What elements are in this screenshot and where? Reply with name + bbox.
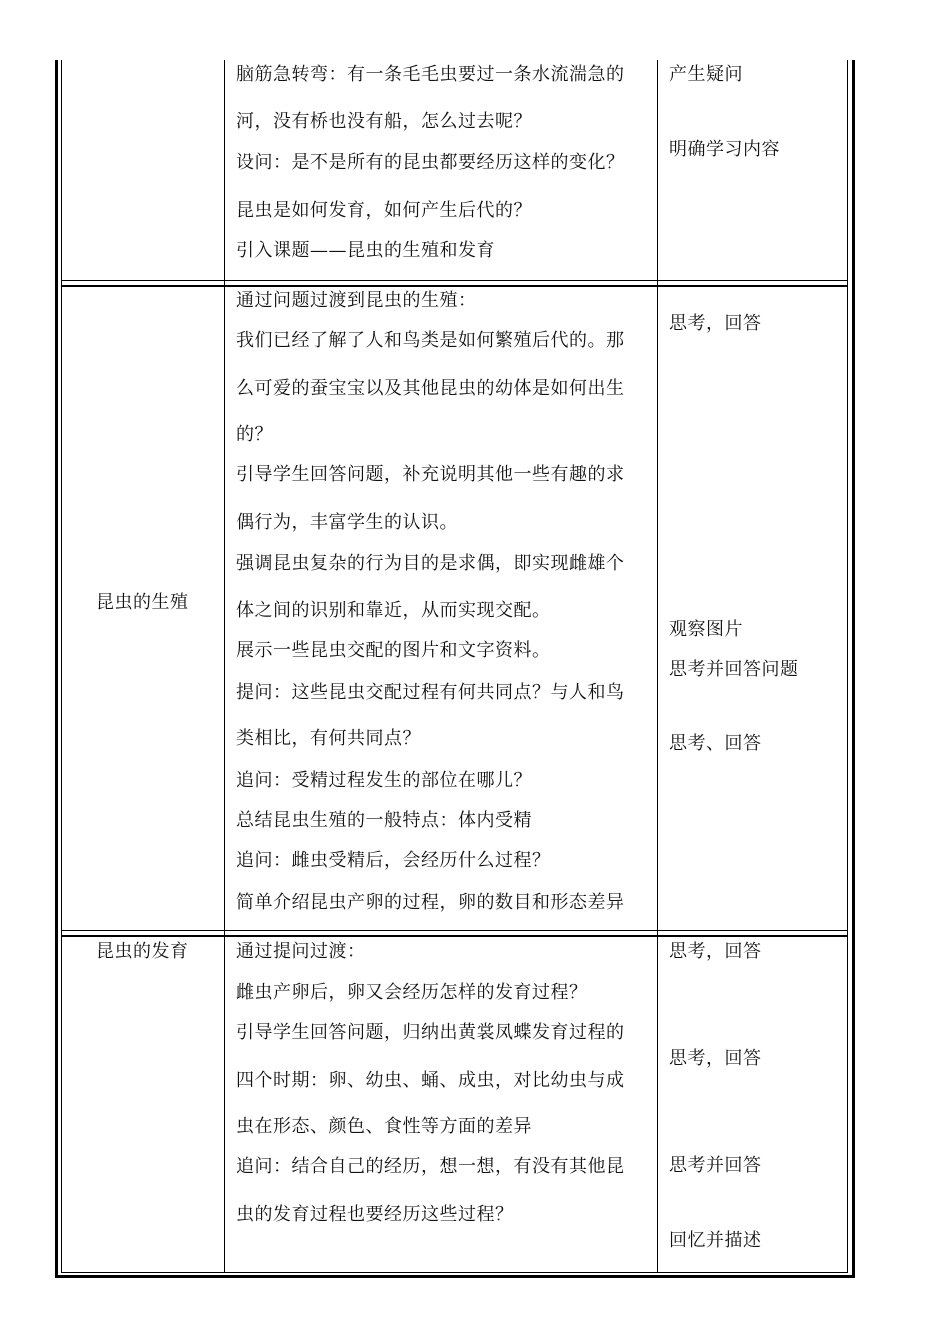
teacher-line: 虫的发育过程也要经历这些过程？	[236, 1204, 514, 1225]
student-activity: 思考并回答问题	[669, 659, 799, 680]
teacher-line: 提问：这些昆虫交配过程有何共同点？与人和鸟	[236, 682, 625, 703]
student-activity: 回忆并描述	[669, 1230, 762, 1251]
teacher-line: 总结昆虫生殖的一般特点：体内受精	[236, 810, 532, 831]
student-activity: 思考，回答	[669, 313, 762, 334]
student-activity: 思考、回答	[669, 733, 762, 754]
student-activity: 思考并回答	[669, 1155, 762, 1176]
teacher-line: 简单介绍昆虫产卵的过程，卵的数目和形态差异	[236, 892, 625, 913]
topic-label: 昆虫的生殖	[96, 592, 189, 613]
topic-label: 昆虫的发育	[96, 941, 189, 962]
teacher-line: 脑筋急转弯：有一条毛毛虫要过一条水流湍急的	[236, 64, 625, 85]
column-divider-1	[224, 60, 225, 1273]
student-activity: 思考，回答	[669, 1048, 762, 1069]
table-border-right-inner	[847, 60, 848, 1273]
teacher-line: 通过问题过渡到昆虫的生殖：	[236, 290, 477, 311]
table-border-right-outer	[852, 60, 855, 1277]
teacher-line: 通过提问过渡：	[236, 941, 366, 962]
teacher-line: 雌虫产卵后，卵又会经历怎样的发育过程？	[236, 982, 588, 1003]
teacher-line: 设问：是不是所有的昆虫都要经历这样的变化？	[236, 152, 625, 173]
teacher-line: 引导学生回答问题，补充说明其他一些有趣的求	[236, 464, 625, 485]
teacher-line: 体之间的识别和靠近，从而实现交配。	[236, 600, 551, 621]
teacher-line: 四个时期：卵、幼虫、蛹、成虫，对比幼虫与成	[236, 1070, 625, 1091]
teacher-line: 强调昆虫复杂的行为目的是求偶，即实现雌雄个	[236, 553, 625, 574]
table-border-left-inner	[61, 60, 62, 1273]
teacher-line: 我们已经了解了人和鸟类是如何繁殖后代的。那	[236, 330, 625, 351]
teacher-line: 的？	[236, 424, 273, 445]
teacher-line: 引导学生回答问题，归纳出黄裳凤蝶发育过程的	[236, 1022, 625, 1043]
column-divider-2	[657, 60, 658, 1273]
teacher-line: 类相比，有何共同点？	[236, 728, 421, 749]
teacher-line: 么可爱的蚕宝宝以及其他昆虫的幼体是如何出生	[236, 378, 625, 399]
teacher-line: 追问：雌虫受精后，会经历什么过程？	[236, 850, 551, 871]
student-activity: 明确学习内容	[669, 139, 780, 160]
table-border-bottom-outer	[55, 1275, 855, 1278]
teacher-line: 河，没有桥也没有船，怎么过去呢？	[236, 111, 532, 132]
table-border-left-outer	[55, 60, 58, 1277]
student-activity: 产生疑问	[669, 64, 743, 85]
teacher-line: 偶行为，丰富学生的认识。	[236, 512, 458, 533]
teacher-line: 追问：结合自己的经历，想一想，有没有其他昆	[236, 1156, 625, 1177]
student-activity: 思考，回答	[669, 941, 762, 962]
teacher-line: 展示一些昆虫交配的图片和文字资料。	[236, 640, 551, 661]
teacher-line: 虫在形态、颜色、食性等方面的差异	[236, 1116, 532, 1137]
teacher-line: 追问：受精过程发生的部位在哪儿？	[236, 770, 532, 791]
row-divider-1-bottom	[61, 285, 848, 287]
table-border-bottom-inner	[61, 1272, 848, 1273]
row-divider-1-top	[61, 280, 848, 281]
teacher-line: 引入课题——昆虫的生殖和发育	[236, 240, 495, 261]
row-divider-2-bottom	[61, 935, 848, 937]
teacher-line: 昆虫是如何发育，如何产生后代的？	[236, 200, 532, 221]
row-divider-2-top	[61, 930, 848, 931]
student-activity: 观察图片	[669, 619, 743, 640]
